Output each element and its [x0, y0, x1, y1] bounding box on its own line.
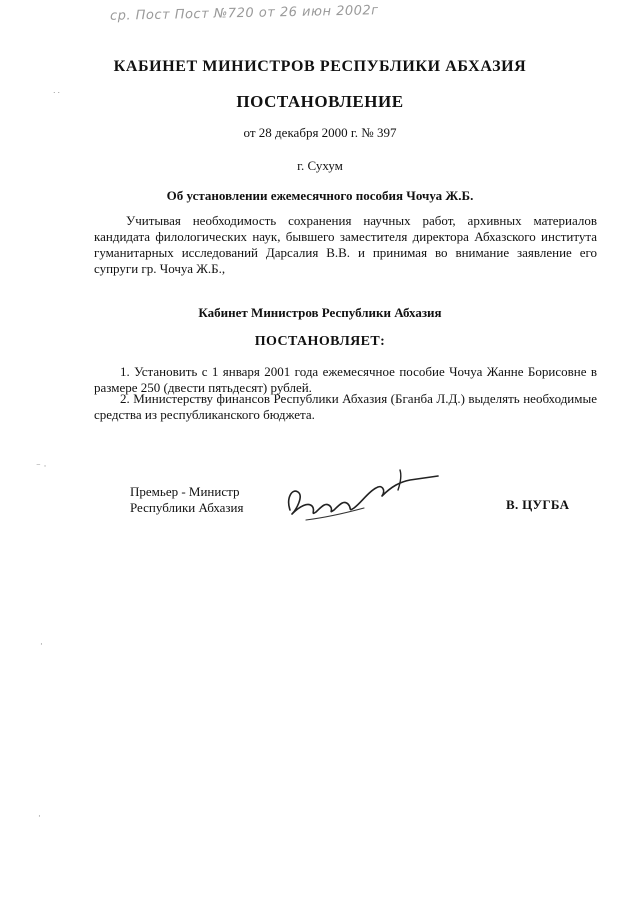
document-type-heading: ПОСТАНОВЛЕНИЕ	[236, 92, 404, 111]
issuer-line: Кабинет Министров Республики Абхазия	[198, 305, 442, 320]
signatory-position	[130, 484, 243, 516]
resolves-heading: ПОСТАНОВЛЯЕТ:	[254, 334, 386, 349]
scan-mark: ˙˙	[52, 92, 61, 102]
signatory-position-line-1: Премьер - Министр	[130, 484, 240, 499]
city-line: г. Сухум	[297, 158, 343, 173]
signatory-position-line-2: Республики Абхазия	[130, 500, 244, 515]
date-and-number: от 28 декабря 2000 г. № 397	[243, 125, 397, 140]
authority-heading: КАБИНЕТ МИНИСТРОВ РЕСПУБЛИКИ АБХАЗИЯ	[113, 58, 527, 75]
scan-mark: ⁻ ·	[36, 462, 47, 472]
scan-mark: ·	[40, 640, 43, 650]
handwritten-signature	[282, 462, 442, 524]
handwritten-annotation: ср. Пост Пост №720 от 26 июн 2002г	[109, 3, 379, 24]
signatory-name: В. ЦУГБА	[506, 497, 570, 512]
resolution-item-2: 2. Министерству финансов Республики Абхазия (Бганба Л.Д.) выделять необходимые средства из республиканского бюджета.	[94, 391, 597, 422]
resolution-item-1: 1. Установить с 1 января 2001 года ежемесячное пособие Чочуа Жанне Борисовне в размере 250 (двести пятьдесят) рублей.	[94, 364, 597, 395]
preamble-paragraph: Учитывая необходимость сохранения научных работ, архивных материалов кандидата филологических наук, бывшего заместителя директора Абхазского института гуманитарных исследований Дарсалия В.В. и принимая во внимание заявление его супруги гр. Чочуа Ж.Б.,	[94, 213, 597, 276]
scan-mark: ·	[38, 812, 41, 822]
subject-line: Об установлении ежемесячного пособия Чочуа Ж.Б.	[166, 188, 474, 203]
